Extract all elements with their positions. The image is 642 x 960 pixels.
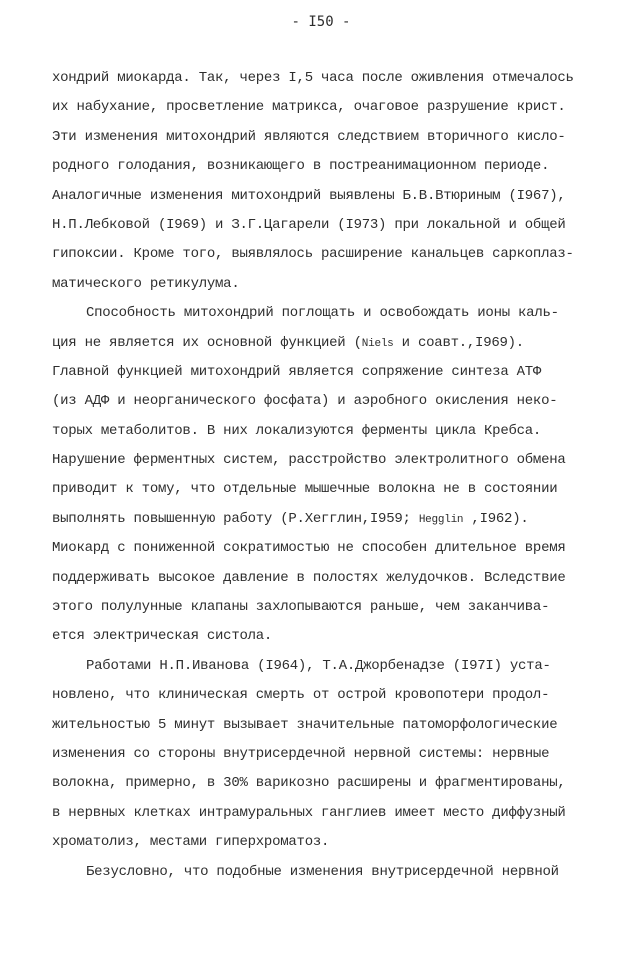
text-line: Аналогичные изменения митохондрий выявлены Б.В.Втюриным (I967), [52, 187, 566, 204]
text-line: приводит к тому, что отдельные мышечные волокна не в состоянии [52, 481, 558, 498]
text-line: в нервных клетках интрамуральных ганглиев имеет место диффузный [52, 804, 566, 821]
text-line: Эти изменения митохондрий являются следствием вторичного кисло- [52, 128, 566, 145]
text-line: изменения со стороны внутрисердечной нервной системы: нервные [52, 745, 550, 762]
text-segment: ция не является их основной функцией ( [52, 334, 362, 351]
text-line: Н.П.Лебковой (I969) и З.Г.Цагарели (I973) при локальной и общей [52, 216, 566, 233]
text-line: торых метаболитов. В них локализуются ферменты цикла Кребса. [52, 422, 542, 439]
text-line: Безусловно, что подобные изменения внутрисердечной нервной [86, 863, 559, 880]
text-line: волокна, примерно, в 30% варикозно расширены и фрагментированы, [52, 775, 566, 792]
text-line: хондрий миокарда. Так, через I,5 часа после оживления отмечалось [52, 70, 574, 86]
text-line: поддерживать высокое давление в полостях желудочков. Вследствие [52, 569, 566, 586]
citation-latin: Hegglin [418, 513, 464, 526]
text-line: Способность митохондрий поглощать и освобождать ионы каль- [86, 305, 559, 322]
text-segment: и соавт.,I969). [393, 334, 524, 351]
text-line: их набухание, просветление матрикса, очаговое разрушение крист. [52, 99, 566, 116]
citation-latin: Niels [361, 337, 394, 350]
text-segment: выполнять повышенную работу (Р.Хегглин,I959; [52, 510, 419, 527]
text-line [52, 505, 612, 534]
text-line: Нарушение ферментных систем, расстройство электролитного обмена [52, 452, 566, 469]
text-line: родного голодания, возникающего в постреанимационном периоде. [52, 158, 550, 175]
body-text [52, 64, 612, 887]
text-line: новлено, что клиническая смерть от острой кровопотери продол- [52, 687, 550, 704]
text-line [52, 329, 612, 358]
text-line: хроматолиз, местами гиперхроматоз. [52, 834, 330, 851]
text-line: Работами Н.П.Иванова (I964), Т.А.Джорбенадзе (I97I) уста- [86, 657, 551, 674]
text-line: (из АДФ и неорганического фосфата) и аэробного окисления неко- [52, 393, 558, 410]
text-line: матического ретикулума. [52, 275, 240, 292]
text-line: этого полулунные клапаны захлопываются раньше, чем заканчива- [52, 599, 550, 616]
text-line: жительностью 5 минут вызывает значительные патоморфологические [52, 716, 558, 733]
text-line: ется электрическая систола. [52, 628, 273, 645]
text-line: Миокард с пониженной сократимостью не способен длительное время [52, 540, 566, 557]
text-line: Главной функцией митохондрий является сопряжение синтеза АТФ [52, 363, 542, 380]
page-number: - I50 - [291, 14, 351, 30]
text-line: гипоксии. Кроме того, выявлялось расширение канальцев саркоплаз- [52, 246, 574, 263]
text-segment: ,I962). [463, 510, 529, 527]
